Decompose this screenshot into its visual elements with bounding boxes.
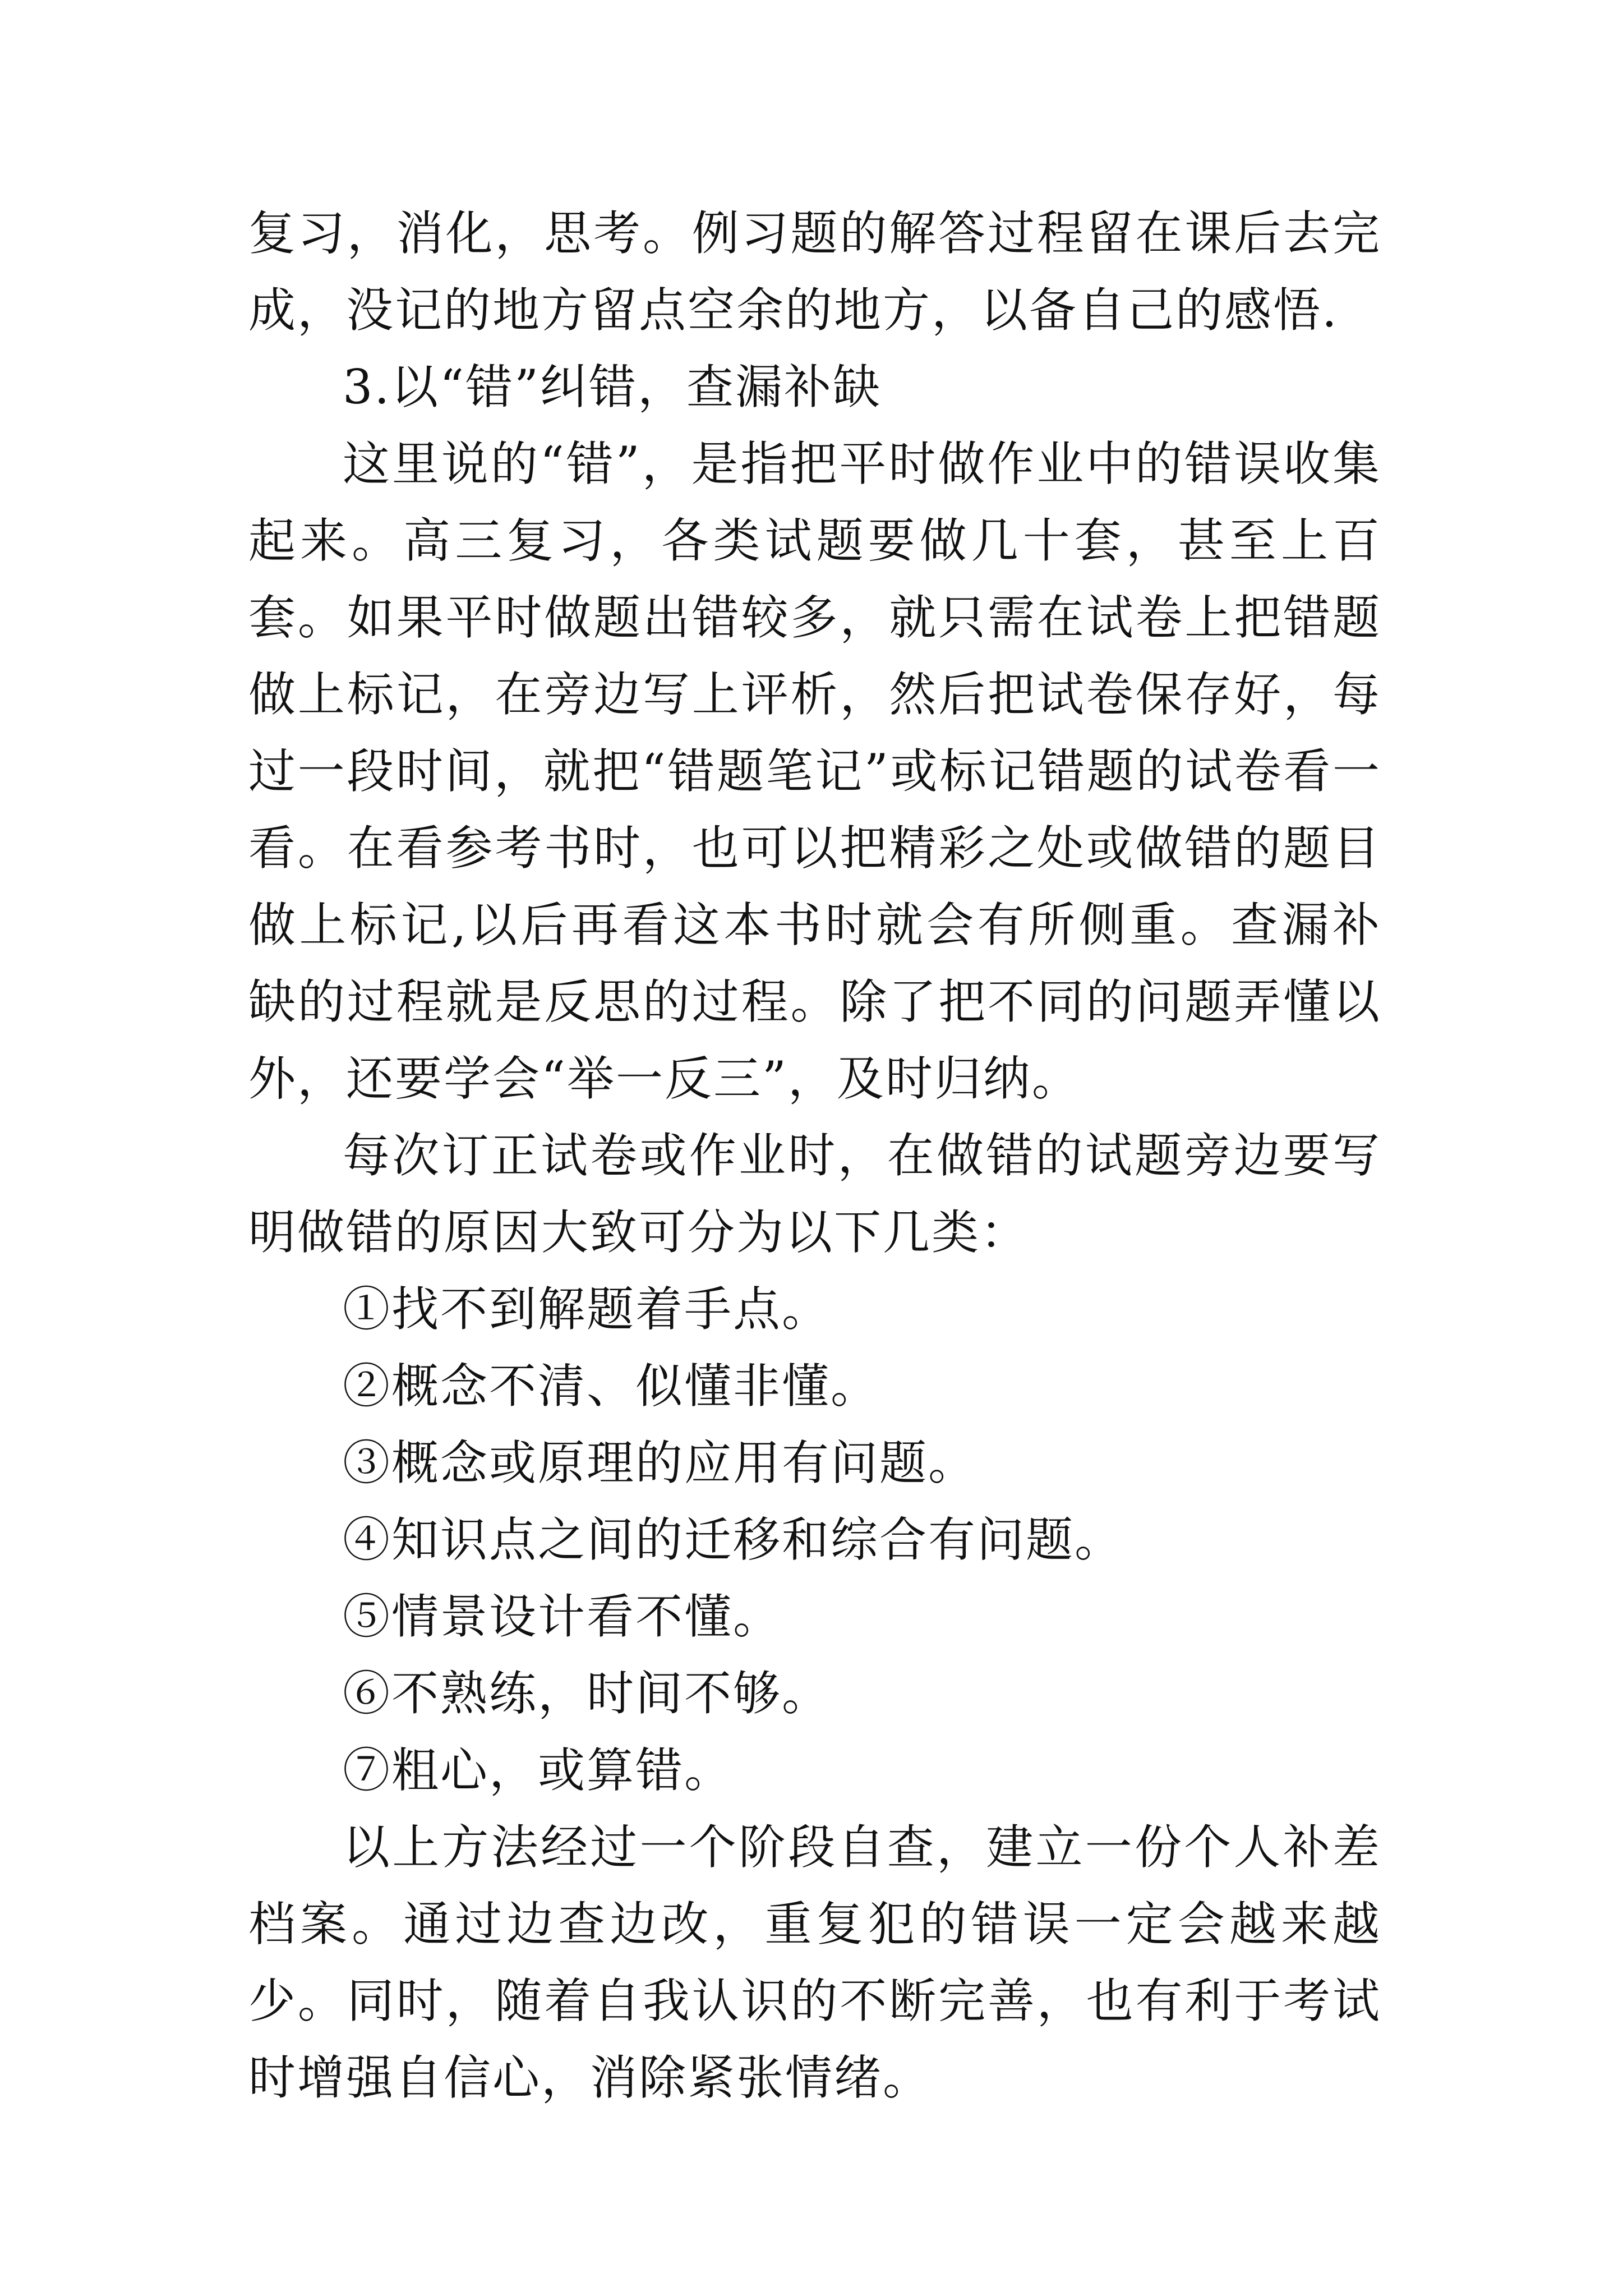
body-paragraph-1: 这里说的“错”，是指把平时做作业中的错误收集起来。高三复习，各类试题要做几十套，甚至上百套。如果平时做题出错较多，就只需在试卷上把错题做上标记，在旁边写上评析，然后把试卷保存好，每过一段时间，就把“错题笔记”或标记错题的试卷看一看。在看参考书时，也可以把精彩之处或做错的题目做上标记,以后再看这本书时就会有所侧重。查漏补缺的过程就是反思的过程。除了把不同的问题弄懂以外，还要学会“举一反三”，及时归纳。 [248,436,1381,1106]
reason-item-7: ⑦粗心，或算错。 [343,1743,734,1798]
reason-item-1: ①找不到解题着手点。 [343,1282,831,1337]
document-body [248,195,1381,2116]
reason-item-5: ⑤情景设计看不懂。 [343,1589,782,1644]
section-heading: 3.以“错”纠错，查漏补缺 [343,360,882,415]
reason-item-2: ②概念不清、似懂非懂。 [343,1359,880,1414]
reason-item-4: ④知识点之间的迁移和综合有问题。 [343,1512,1124,1567]
reason-item-3: ③概念或原理的应用有问题。 [343,1435,978,1490]
body-paragraph-3: 以上方法经过一个阶段自查，建立一份个人补差档案。通过边查边改，重复犯的错误一定会越来越少。同时，随着自我认识的不断完善，也有利于考试时增强自信心，消除紧张情绪。 [248,1820,1381,2105]
body-paragraph-2: 每次订正试卷或作业时，在做错的试题旁边要写明做错的原因大致可分为以下几类： [248,1128,1381,1260]
reason-item-6: ⑥不熟练，时间不够。 [343,1666,831,1721]
intro-paragraph: 复习，消化，思考。例习题的解答过程留在课后去完成，没记的地方留点空余的地方，以备自己的感悟. [248,206,1381,338]
